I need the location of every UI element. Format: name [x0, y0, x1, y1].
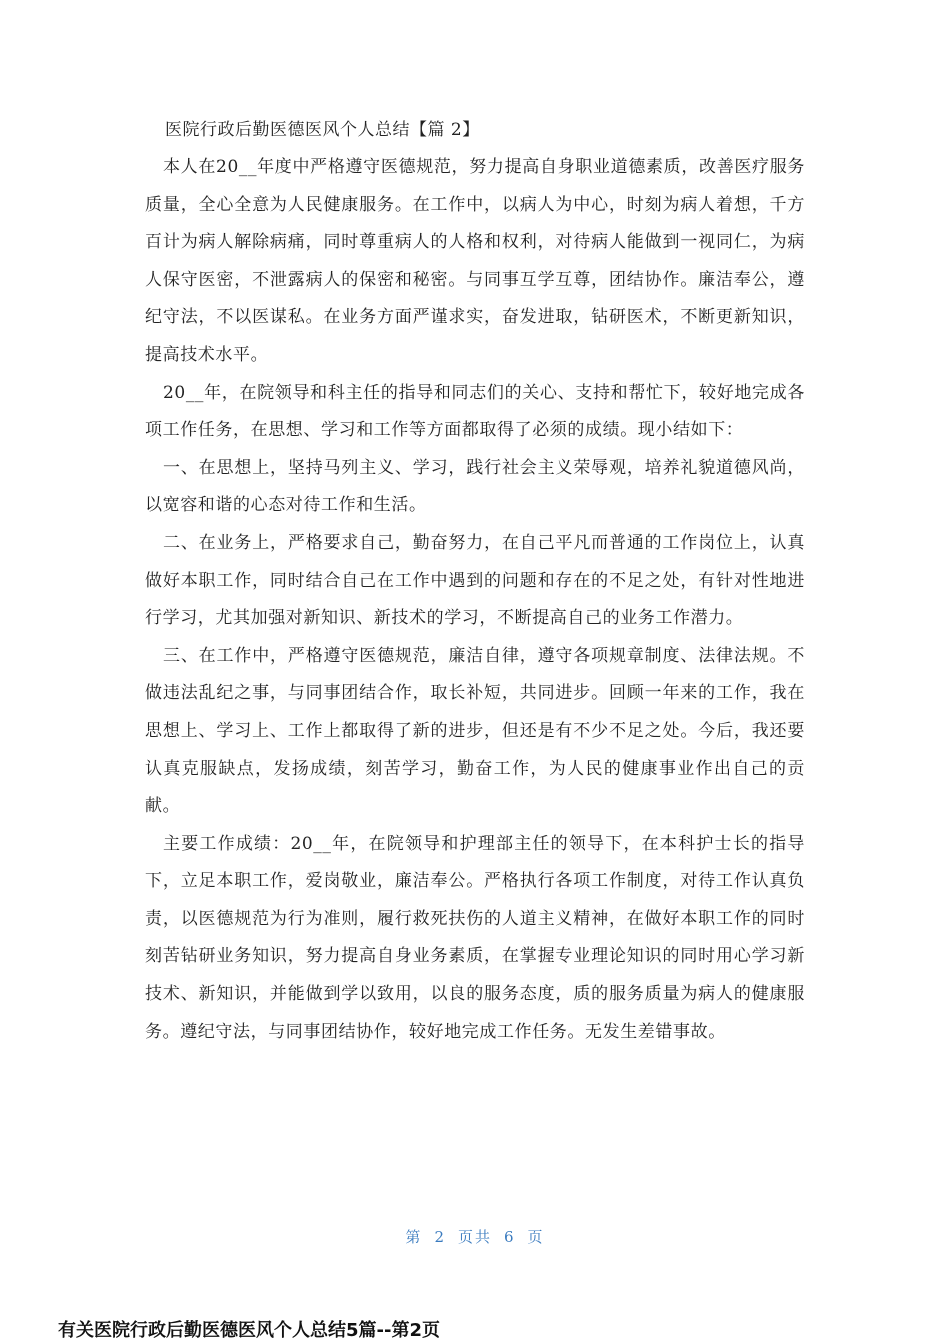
- footer-prefix: 第: [405, 1228, 423, 1246]
- footer-middle: 页共: [457, 1228, 492, 1246]
- document-caption: 有关医院行政后勤医德医风个人总结5篇--第2页: [58, 1320, 440, 1341]
- page-number-footer: [0, 1226, 950, 1247]
- paragraph-3: 一、在思想上，坚持马列主义、学习，践行社会主义荣辱观，培养礼貌道德风尚，以宽容和谐的心态对待工作和生活。: [145, 457, 805, 516]
- paragraph-4: 二、在业务上，严格要求自己，勤奋努力，在自己平凡而普通的工作岗位上，认真做好本职工作，同时结合自己在工作中遇到的问题和存在的不足之处，有针对性地进行学习，尤其加强对新知识、新技术的学习，不断提高自己的业务工作潜力。: [145, 532, 805, 629]
- paragraph-2: 20__年，在院领导和科主任的指导和同志们的关心、支持和帮忙下，较好地完成各项工作任务，在思想、学习和工作等方面都取得了必须的成绩。现小结如下：: [145, 382, 805, 441]
- footer-total-pages: 6: [504, 1228, 516, 1246]
- section-heading: 医院行政后勤医德医风个人总结【篇 2】: [165, 120, 480, 140]
- footer-page-number: 2: [434, 1228, 446, 1246]
- paragraph-1: 本人在20__年度中严格遵守医德规范，努力提高自身职业道德素质，改善医疗服务质量，全心全意为人民健康服务。在工作中，以病人为中心，时刻为病人着想，千方百计为病人解除病痛，同时尊重病人的人格和权利，对待病人能做到一视同仁，为病人保守医密，不泄露病人的保密和秘密。与同事互学互尊，团结协作。廉洁奉公，遵纪守法，不以医谋私。在业务方面严谨求实，奋发进取，钻研医术，不断更新知识，提高技术水平。: [145, 157, 805, 365]
- document-body: [145, 112, 805, 1051]
- footer-suffix: 页: [527, 1228, 545, 1246]
- paragraph-5: 三、在工作中，严格遵守医德规范，廉洁自律，遵守各项规章制度、法律法规。不做违法乱纪之事，与同事团结合作，取长补短，共同进步。回顾一年来的工作，我在思想上、学习上、工作上都取得了新的进步，但还是有不少不足之处。今后，我还要认真克服缺点，发扬成绩，刻苦学习，勤奋工作，为人民的健康事业作出自己的贡献。: [145, 645, 805, 817]
- paragraph-6: 主要工作成绩：20__年，在院领导和护理部主任的领导下，在本科护士长的指导下，立足本职工作，爱岗敬业，廉洁奉公。严格执行各项工作制度，对待工作认真负责，以医德规范为行为准则，履行救死扶伤的人道主义精神，在做好本职工作的同时刻苦钻研业务知识，努力提高自身业务素质，在掌握专业理论知识的同时用心学习新技术、新知识，并能做到学以致用，以良的服务态度，质的服务质量为病人的健康服务。遵纪守法，与同事团结协作，较好地完成工作任务。无发生差错事故。: [145, 833, 805, 1042]
